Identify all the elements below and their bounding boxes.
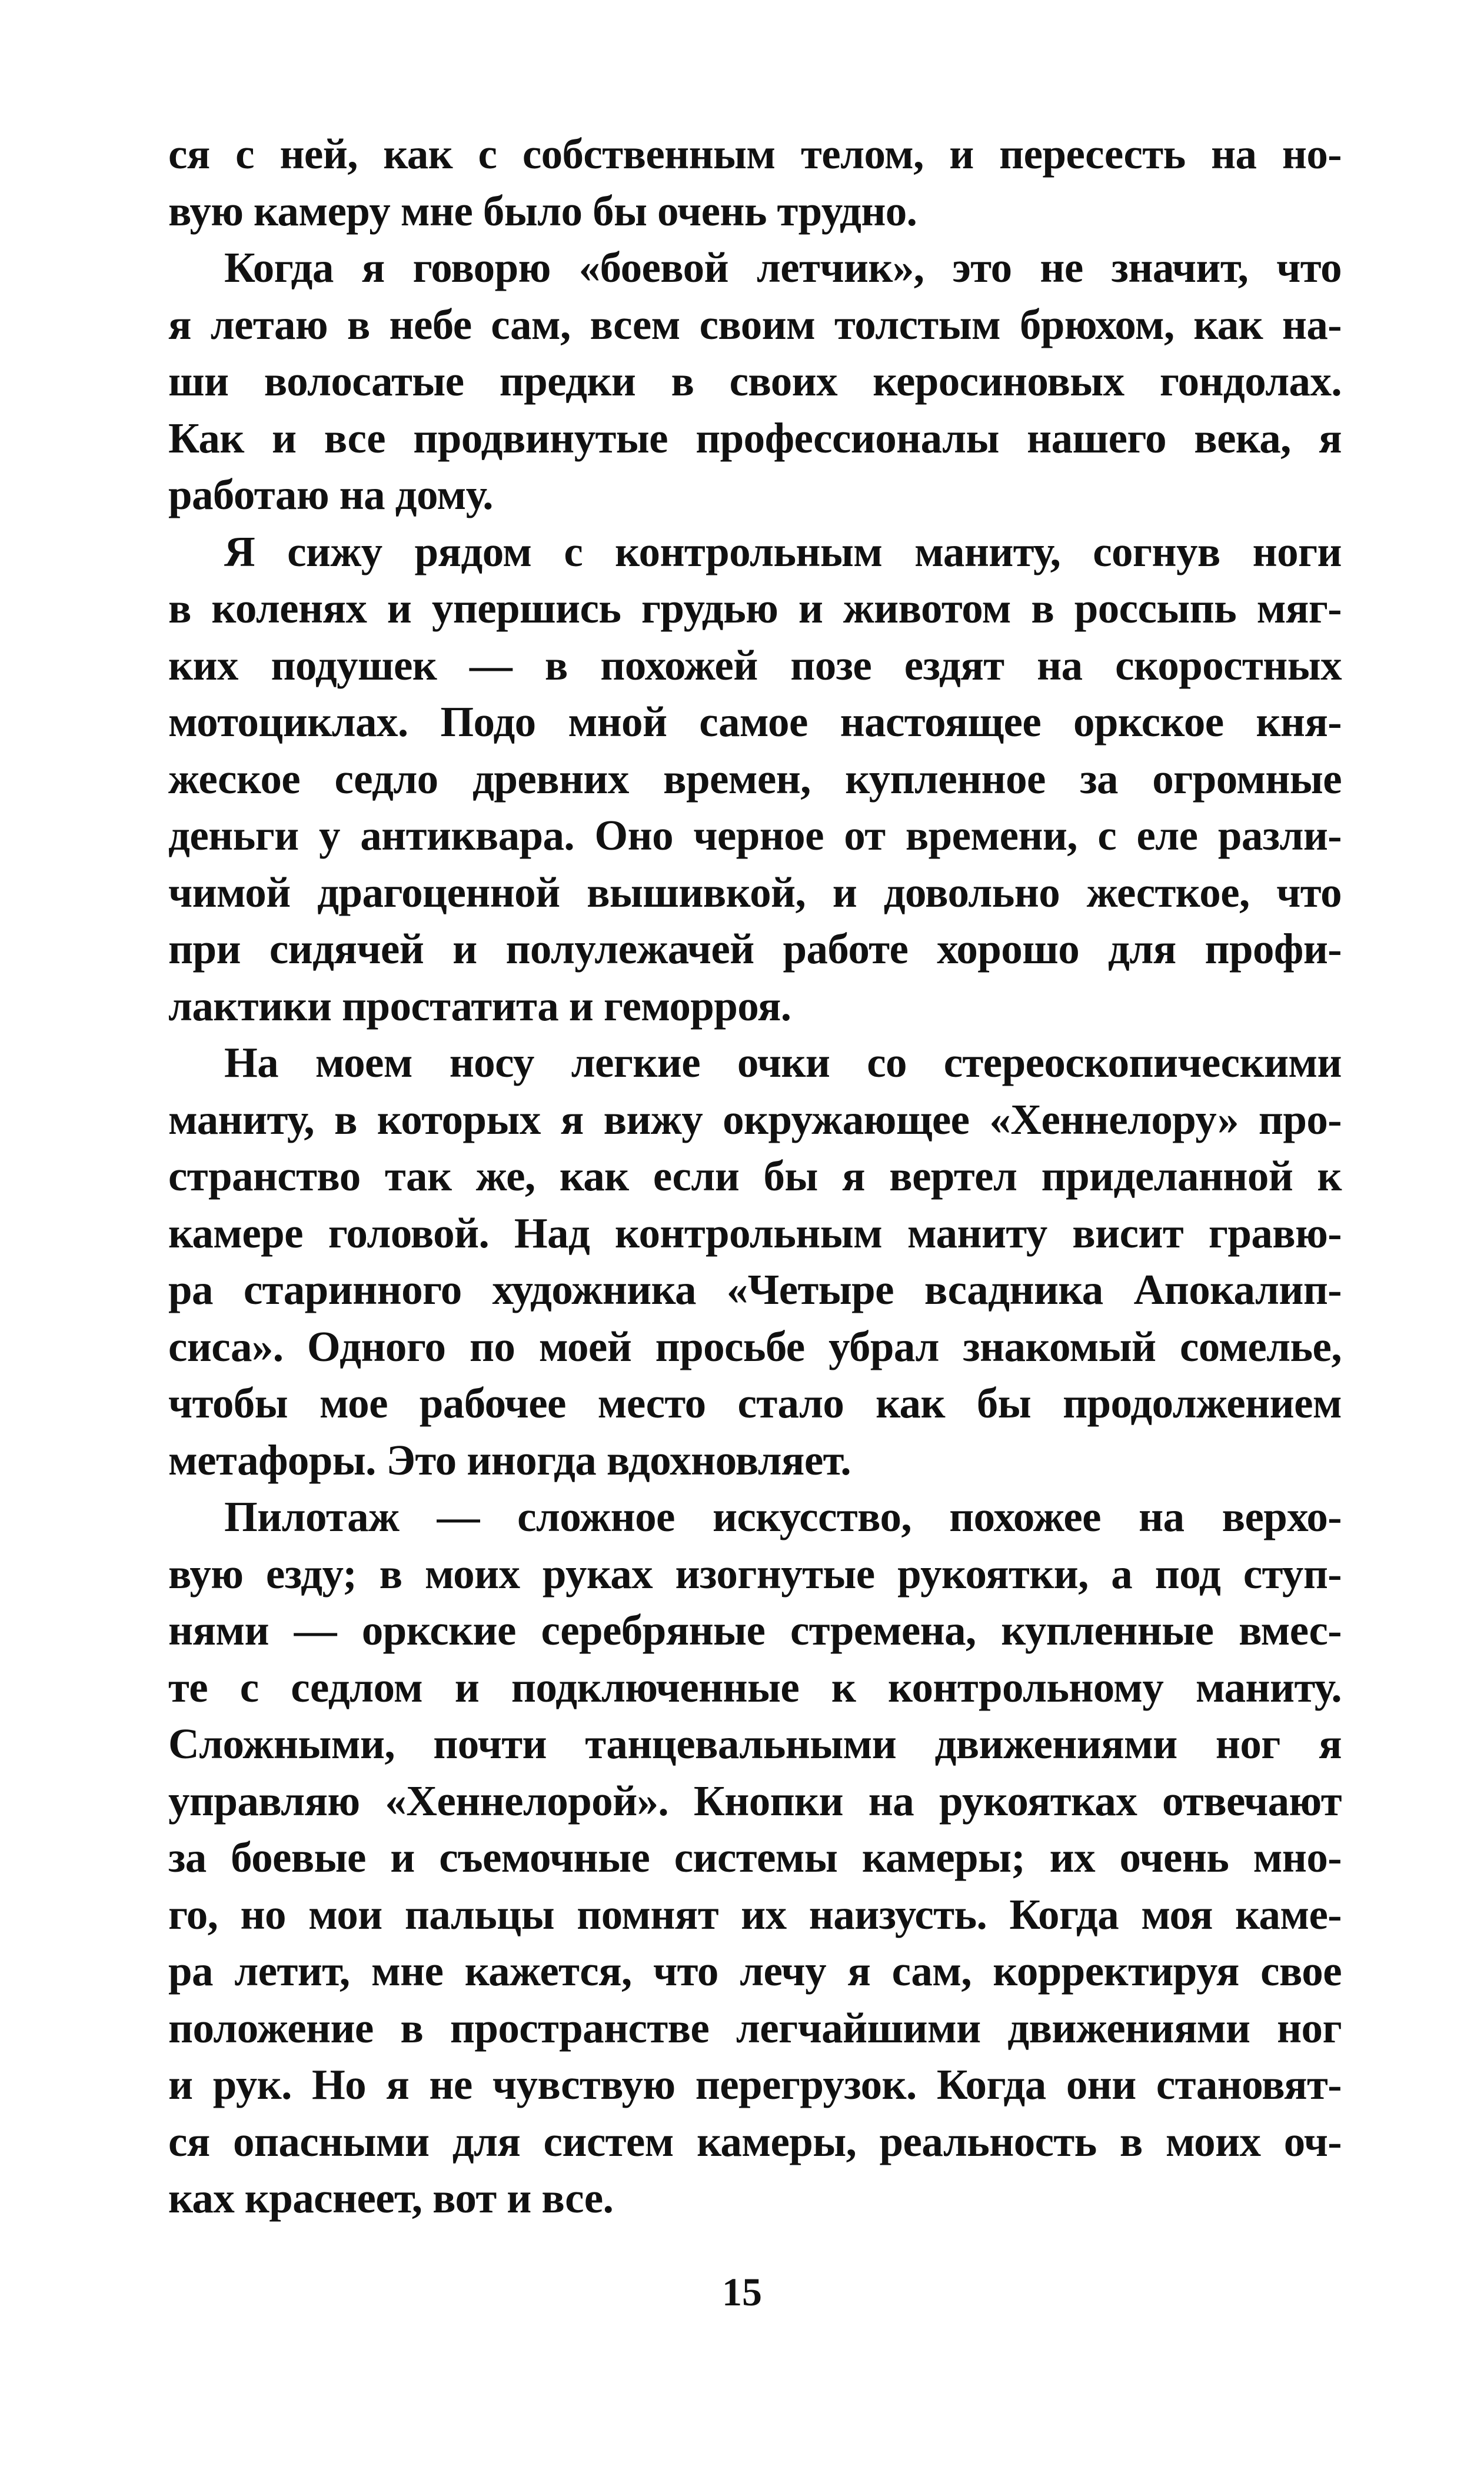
text-line: деньги у антиквара. Оно черное от времени, с еле разли- [168,811,1342,859]
text-line: жеское седло древних времен, купленное за огромные [168,754,1342,803]
text-line: ках краснеет, вот и все. [168,2174,614,2222]
text-line: ся с ней, как с собственным телом, и пересесть на но- [168,130,1342,178]
text-line: я летаю в небе сам, всем своим толстым брюхом, как на- [168,300,1342,348]
text-line: Когда я говорю «боевой летчик», это не значит, что [224,244,1342,291]
text-line: камере головой. Над контрольным маниту висит гравю- [168,1209,1342,1257]
text-line: ра летит, мне кажется, что лечу я сам, корректируя свое [168,1947,1342,1995]
text-line: те с седлом и подключенные к контрольному маниту. [168,1663,1342,1711]
text-line: странство так же, как если бы я вертел приделанной к [168,1152,1342,1200]
text-line: лактики простатита и геморроя. [168,981,791,1030]
text-line: сиса». Одного по моей просьбе убрал знакомый сомелье, [168,1322,1342,1370]
text-line: вую камеру мне было бы очень трудно. [168,187,917,235]
text-line: и рук. Но я не чувствую перегрузок. Когда они становят- [168,2061,1342,2108]
text-line: метафоры. Это иногда вдохновляет. [168,1436,851,1484]
text-line: положение в пространстве легчайшими движениями ног [168,2004,1342,2052]
text-line: мотоциклах. Подо мной самое настоящее оркское кня- [168,698,1342,746]
text-line: ся опасными для систем камеры, реальность в моих оч- [168,2117,1342,2165]
text-line: На моем носу легкие очки со стереоскопическими [224,1039,1342,1086]
text-line: Сложными, почти танцевальными движениями ног я [168,1720,1342,1768]
text-line: чтобы мое рабочее место стало как бы продолжением [168,1379,1342,1427]
body-text [168,126,1342,2227]
text-line: ши волосатые предки в своих керосиновых гондолах. [168,357,1342,405]
text-line: вую езду; в моих руках изогнутые рукоятки, а под ступ- [168,1549,1342,1598]
text-line: при сидячей и полулежачей работе хорошо для профи- [168,925,1342,973]
text-line: нями — оркские серебряные стремена, купленные вмес- [168,1606,1342,1654]
text-line: Я сижу рядом с контрольным маниту, согнув ноги [224,527,1342,575]
text-line: управляю «Хеннелорой». Кнопки на рукоятках отвечают [168,1776,1342,1825]
text-line: маниту, в которых я вижу окружающее «Хеннелору» про- [168,1095,1342,1143]
text-line: Пилотаж — сложное искусство, похожее на верхо- [224,1493,1342,1540]
text-line: го, но мои пальцы помнят их наизусть. Когда моя каме- [168,1890,1342,1938]
text-line: ра старинного художника «Четыре всадника Апокалип- [168,1266,1342,1313]
text-line: за боевые и съемочные системы камеры; их очень мно- [168,1833,1342,1881]
text-line: ких подушек — в похожей позе ездят на скоростных [168,641,1342,689]
text-line: чимой драгоценной вышивкой, и довольно жесткое, что [168,868,1342,916]
page-number: 15 [722,2269,762,2314]
text-line: работаю на дому. [168,471,493,518]
text-line: Как и все продвинутые профессионалы нашего века, я [168,414,1342,462]
text-line: в коленях и упершись грудью и животом в россыпь мяг- [168,584,1342,632]
